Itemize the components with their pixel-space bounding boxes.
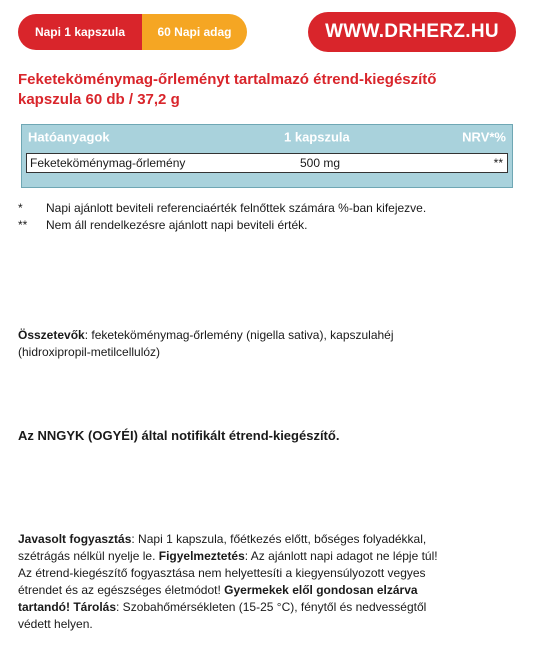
ingredients-section [18, 327, 518, 361]
usage-section [18, 531, 518, 633]
ingredient-nrv: ** [493, 156, 503, 170]
daily-servings-badge: 60 Napi adag [142, 14, 247, 50]
footnote-mark: ** [18, 218, 28, 232]
warning-text-cont: Az étrend-kiegészítő fogyasztása nem helyettesíti a kiegyensúlyozott vegyes [18, 566, 426, 580]
dosage-badge-group [18, 14, 247, 50]
header-per-capsule: 1 kapszula [284, 129, 350, 145]
footnote-mark: * [18, 201, 23, 215]
footnote-1 [18, 200, 518, 217]
footnote-2 [18, 217, 518, 234]
notification-statement: Az NNGYK (OGYÉI) által notifikált étrend-kiegészítő. [18, 428, 340, 443]
ingredient-amount: 500 mg [300, 156, 341, 170]
usage-text-cont: szétrágás nélkül nyelje le. [18, 549, 159, 563]
footnotes [18, 200, 518, 234]
usage-label: Javasolt fogyasztás [18, 532, 132, 546]
product-title-line1: Feketeköménymag-őrleményt tartalmazó étrend-kiegészítő [18, 71, 437, 88]
children-warning: Gyermekek elől gondosan elzárva [224, 583, 418, 597]
ingredients-text: : feketeköménymag-őrlemény (nigella sativa), kapszulahéj [84, 328, 394, 342]
warning-text: : Az ajánlott napi adagot ne lépje túl! [244, 549, 438, 563]
table-row [26, 153, 508, 173]
storage-text: : Szobahőmérsékleten (15-25 °C), fénytől és nedvességtől [116, 600, 427, 614]
usage-text: : Napi 1 kapszula, főétkezés előtt, bőséges folyadékkal, [131, 532, 427, 546]
storage-label: tartandó! Tárolás [18, 600, 117, 614]
ingredients-text-cont: (hidroxipropil-metilcellulóz) [18, 345, 161, 359]
ingredient-name: Feketeköménymag-őrlemény [30, 156, 186, 170]
storage-text-end: védett helyen. [18, 617, 93, 631]
header-active-ingredients: Hatóanyagok [28, 129, 110, 145]
daily-dose-badge: Napi 1 kapszula [18, 14, 142, 50]
nutrition-table [21, 124, 513, 188]
footnote-text: Nem áll rendelkezésre ajánlott napi beviteli érték. [46, 218, 308, 232]
ingredients-label: Összetevők [18, 328, 85, 342]
footnote-text: Napi ajánlott beviteli referenciaérték felnőttek számára %-ban kifejezve. [46, 201, 427, 215]
warning-text-end: étrendet és az egészséges életmódot! [18, 583, 225, 597]
website-badge: WWW.DRHERZ.HU [308, 12, 516, 52]
product-title [18, 70, 518, 110]
product-title-line2: kapszula 60 db / 37,2 g [18, 91, 180, 108]
header-nrv: NRV*% [462, 129, 506, 145]
warning-label: Figyelmeztetés [158, 549, 245, 563]
nutrition-table-header [22, 125, 512, 149]
